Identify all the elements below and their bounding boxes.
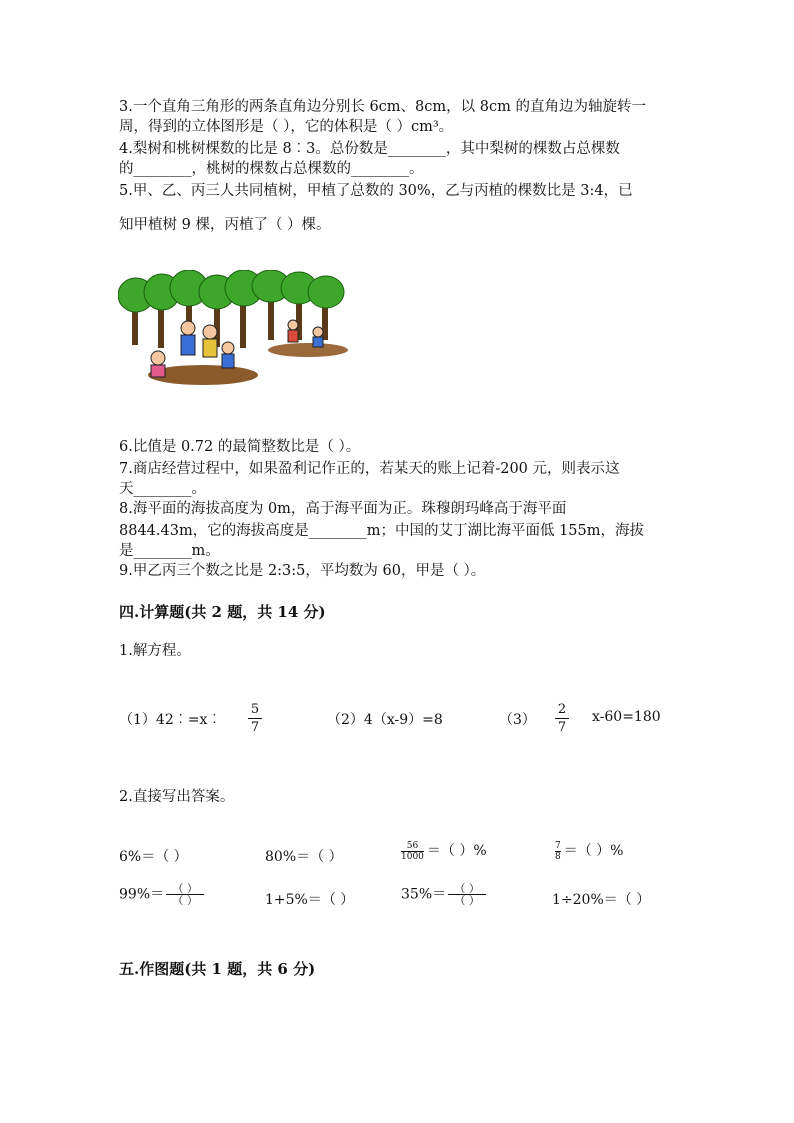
question-3-line-2: 周，得到的立体图形是（ ），它的体积是（ ）cm³。	[119, 119, 454, 135]
answer-label: 35%＝	[401, 886, 447, 903]
blank-fraction	[166, 883, 204, 906]
equation-3-right: x-60=180	[592, 709, 661, 725]
equation-1-left: （1）42︰=x︰	[119, 712, 222, 728]
answer-blank: ＝（ ）%	[563, 843, 624, 859]
question-9: 9.甲乙丙三个数之比是 2:3:5，平均数为 60，甲是（ ）。	[119, 563, 486, 579]
fraction-7-8	[555, 841, 561, 862]
answer-35-percent	[401, 883, 486, 906]
answer-80-percent: 80%＝（ ）	[265, 849, 343, 865]
question-4-line-1: 4.梨树和桃树棵数的比是 8︰3。总份数是________，其中梨树的棵数占总棵数	[119, 141, 620, 157]
equation-3-numerator: 2	[557, 702, 567, 717]
equation-1-numerator: 5	[250, 702, 260, 717]
question-3-line-1: 3.一个直角三角形的两条直角边分别长 6cm、8cm，以 8cm 的直角边为轴旋转一	[119, 99, 646, 115]
fraction-bar	[248, 718, 262, 719]
blank-fraction	[448, 883, 486, 906]
blank-numerator: （ ）	[454, 882, 480, 895]
question-8-line-2: 8844.43m，它的海拔高度是________m；中国的艾丁湖比海平面低 155m，海拔	[119, 523, 644, 539]
answer-label: 99%＝	[119, 886, 165, 903]
equation-1-denominator: 7	[250, 720, 260, 735]
numerator: 7	[555, 840, 561, 851]
section-4-problem-2: 2.直接写出答案。	[119, 789, 235, 805]
equation-1-fraction	[248, 702, 262, 735]
blank-denominator: （ ）	[454, 894, 480, 907]
blank-denominator: （ ）	[172, 894, 198, 907]
question-5-line-1: 5.甲、乙、丙三人共同植树，甲植了总数的 30%，乙与丙植的棵数比是 3:4，已	[119, 183, 633, 199]
answer-6-percent: 6%＝（ ）	[119, 849, 188, 865]
denominator: 8	[555, 851, 561, 862]
equation-3-denominator: 7	[557, 720, 567, 735]
denominator: 1000	[401, 851, 424, 862]
soil-patch-right	[268, 343, 348, 357]
question-4-line-2: 的________，桃树的棵数占总棵数的________。	[119, 161, 424, 177]
question-7-line-2: 天________。	[119, 481, 206, 497]
equation-3-fraction	[555, 702, 569, 735]
equation-3-left: （3）	[499, 712, 536, 728]
equation-2: （2）4（x-9）=8	[327, 712, 443, 728]
section-4-title: 四.计算题(共 2 题，共 14 分)	[119, 603, 326, 621]
answer-1-plus-5-percent: 1+5%＝（ ）	[265, 892, 355, 908]
tree-canopies	[118, 270, 344, 312]
fraction-56-1000	[401, 841, 424, 862]
question-8-line-1: 8.海平面的海拔高度为 0m，高于海平面为正。珠穆朗玛峰高于海平面	[119, 501, 567, 517]
fraction-bar	[555, 718, 569, 719]
answer-56-over-1000	[398, 840, 487, 862]
section-4-problem-1: 1.解方程。	[119, 643, 191, 659]
section-5-title: 五.作图题(共 1 题，共 6 分)	[119, 960, 316, 978]
question-5-line-2: 知甲植树 9 棵，丙植了（ ）棵。	[119, 217, 331, 233]
question-8-line-3: 是________m。	[119, 543, 220, 559]
numerator: 56	[406, 840, 419, 851]
blank-numerator: （ ）	[172, 882, 198, 895]
question-7-line-1: 7.商店经营过程中，如果盈利记作正的，若某天的账上记着-200 元，则表示这	[119, 461, 620, 477]
answer-7-over-8	[552, 840, 624, 862]
answer-99-percent	[119, 883, 204, 906]
answer-1-div-20-percent: 1÷20%＝（ ）	[552, 892, 651, 908]
answer-blank: ＝（ ）%	[426, 843, 487, 859]
question-6: 6.比值是 0.72 的最简整数比是（ ）。	[119, 439, 361, 455]
tree-planting-illustration	[118, 270, 358, 390]
